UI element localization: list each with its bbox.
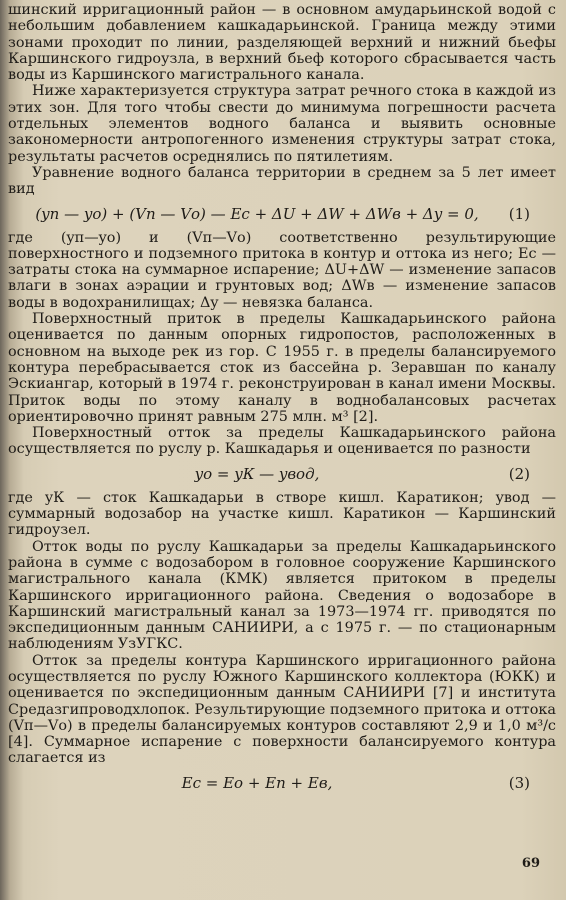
page-text <box>8 2 556 799</box>
paragraph-equation-1-legend: где (yп—yо) и (Vп—Vо) соответственно результирующие поверхностного и подземного притока в контур и оттока из него; Eс — затраты стока на суммарное испарение; ΔU+ΔW — изменение запасов влаги в зонах аэрации и грунтовых вод; ΔWв — изменение запасов воды в водохранилищах; Δy — невязка баланса. <box>8 229 556 311</box>
equation-1 <box>8 198 556 230</box>
equation-3-formula: Eс = Eо + Eп + Eв, <box>181 773 333 792</box>
paragraph-structure: Ниже характеризуется структура затрат речного стока в каждой из этих зон. Для того чтобы свести до минимума погрешности расчета отдельных элементов водного баланса и выявить основные закономерности антропогенного изменения структуры затрат стока, результаты расчетов осреднялись по пятилетиям. <box>8 83 556 165</box>
equation-2 <box>8 458 556 490</box>
paragraph-ukk: Отток за пределы контура Каршинского ирригационного района осуществляется по руслу Южного Каршинского коллектора (ЮКК) и оценивается по экспедиционным данным САНИИРИ [7] и института Средазгипроводхлопок. Результирующие подземного притока и оттока (Vп—Vо) в пределы балансируемых контуров составляют 2,9 и 1,0 м³/с [4]. Суммарное испарение с поверхности балансируемого контура слагается из <box>8 652 556 767</box>
equation-2-number: (2) <box>508 464 530 483</box>
paragraph-surface-outflow: Поверхностный отток за пределы Кашкадарьинского района осуществляется по руслу р. Кашкадарья и оценивается по разности <box>8 425 556 458</box>
paragraph-continued: шинский ирригационный район — в основном амударьинской водой с небольшим добавлением кашкадарьинской. Граница между этими зонами проходит по линии, разделяющей верхний и нижний бьефы Каршинского гидроузла, в верхний бьеф которого сбрасывается часть воды из Каршинского магистрального канала. <box>8 2 556 84</box>
paragraph-equation-intro: Уравнение водного баланса территории в среднем за 5 лет имеет вид <box>8 164 556 198</box>
paragraph-equation-2-legend: где yК — сток Кашкадарьи в створе кишл. Каратикон; yвод — суммарный водозабор на участке кишл. Каратикон — Каршинский гидроузел. <box>8 489 556 539</box>
paragraph-kmk: Отток воды по руслу Кашкадарьи за пределы Кашкадарьинского района в сумме с водозабором в головное сооружение Каршинского магистрального канала (КМК) является притоком в пределы Каршинского ирригационного района. Сведения о водозаборе в Каршинский магистральный канал за 1973—1974 гг. приводятся по экспедиционным данным САНИИРИ, а с 1975 г. — по стационарным наблюдениям УзУГКС. <box>8 538 556 653</box>
equation-1-number: (1) <box>508 204 530 223</box>
equation-1-formula: (yп — yо) + (Vп — Vо) — Eс + ΔU + ΔW + ΔWв + Δy = 0, <box>35 204 479 223</box>
paragraph-surface-inflow: Поверхностный приток в пределы Кашкадарьинского района оценивается по данным опорных гидропостов, расположенных в основном на выходе рек из гор. С 1955 г. в пределы балансируемого контура перебрасывается сток из бассейна р. Зеравшан по каналу Эскиангар, который в 1974 г. реконструирован в канал имени Москвы. Приток воды по этому каналу в воднобалансовых расчетах ориентировочно принят равным 275 млн. м³ [2]. <box>8 311 556 425</box>
equation-3-number: (3) <box>508 773 530 792</box>
page-number: 69 <box>521 856 540 871</box>
equation-2-formula: yо = yК — yвод, <box>194 464 320 483</box>
equation-3 <box>8 767 556 799</box>
